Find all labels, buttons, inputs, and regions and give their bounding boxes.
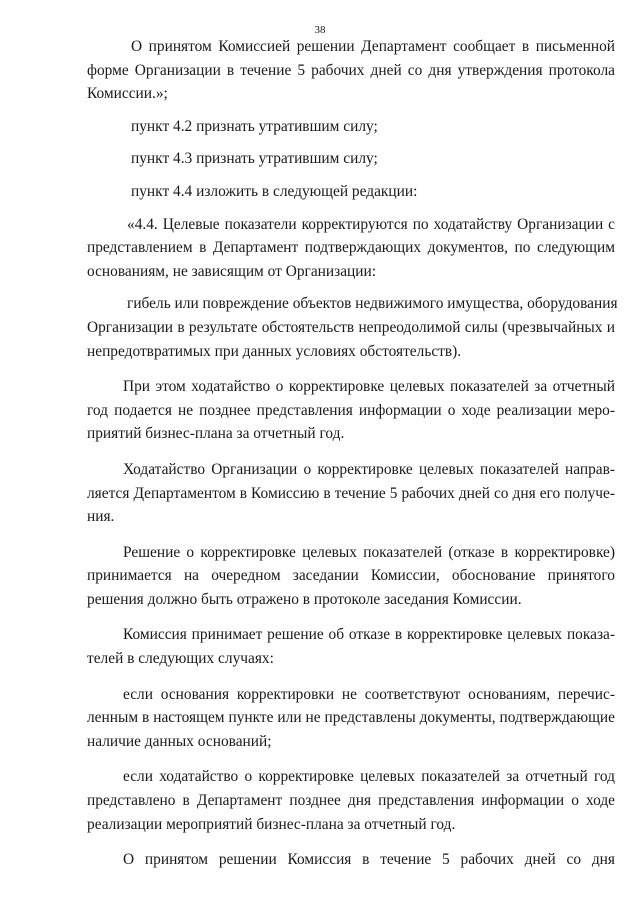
text-line: год подается не позднее представления информации о ходе реализации меро-: [87, 401, 615, 419]
paragraph-commission-notice: [87, 35, 615, 106]
text-line: О принятом Комиссией решении Департамент сообщает в письменной: [131, 38, 615, 55]
text-line: решения должно быть отражено в протоколе заседания Комиссии.: [87, 590, 522, 608]
text-line: Комиссия принимает решение об отказе в корректировке целевых показа-: [123, 626, 615, 644]
text-line: если ходатайство о корректировке целевых показателей за отчетный год: [123, 768, 615, 786]
paragraph-refusal-case-2: [87, 765, 615, 836]
paragraph-item-4-2: [87, 115, 615, 139]
text-line: «4.4. Целевые показатели корректируются по ходатайству Организации с: [127, 215, 615, 233]
text-line: представлением в Департамент подтверждающих документов, по следующим: [87, 239, 615, 257]
text-line: основаниям, не зависящим от Организации:: [87, 262, 377, 280]
document-body: [87, 35, 618, 872]
paragraph-refusal-case-1: [87, 683, 615, 754]
paragraph-item-4-4: [87, 180, 615, 204]
text-line: Организации в результате обстоятельств непреодолимой силы (чрезвычайных и: [87, 318, 615, 336]
text-line: форме Организации в течение 5 рабочих дней со дня утверждения протокола: [87, 61, 615, 79]
text-line: наличие данных оснований;: [87, 732, 272, 750]
paragraph-decision: [87, 541, 615, 612]
paragraph-refusal-cases: [87, 623, 615, 670]
paragraph-commission-decision-notice: [87, 848, 615, 872]
text-line: принимается на очередном заседании Комиссии, обоснование принятого: [87, 567, 615, 585]
text-line: непредотвратимых при данных условиях обстоятельств).: [87, 342, 462, 360]
text-line: ляется Департаментом в Комиссию в течение 5 рабочих дней со дня его получе-: [87, 484, 615, 502]
text-line: Комиссии.»;: [87, 85, 168, 103]
text-line: Ходатайство Организации о корректировке целевых показателей направ-: [123, 460, 615, 478]
text-line: ленным в настоящем пункте или не представлены документы, подтверждающие: [87, 709, 615, 727]
paragraph-target-indicators: [87, 213, 615, 284]
text-line: если основания корректировки не соответствуют основаниям, перечис-: [123, 685, 615, 703]
paragraph-force-majeure: [87, 292, 618, 363]
text-line: При этом ходатайство о корректировке целевых показателей за отчетный: [123, 378, 615, 396]
paragraph-item-4-3: [87, 147, 615, 171]
page-number: 38: [314, 24, 326, 36]
text-line: пункт 4.2 признать утратившим силу;: [131, 117, 378, 135]
text-line: пункт 4.3 признать утратившим силу;: [131, 150, 378, 168]
text-line: гибель или повреждение объектов недвижимого имущества, оборудования: [127, 295, 618, 313]
text-line: представлено в Департамент позднее дня представления информации о ходе: [87, 792, 615, 810]
paragraph-petition-deadline: [87, 375, 615, 446]
text-line: О принятом решении Комиссия в течение 5 рабочих дней со дня: [123, 851, 615, 869]
text-line: пункт 4.4 изложить в следующей редакции:: [131, 182, 418, 200]
text-line: ния.: [87, 508, 115, 526]
text-line: приятий бизнес-плана за отчетный год.: [87, 425, 345, 443]
text-line: реализации мероприятий бизнес-плана за отчетный год.: [87, 815, 456, 833]
paragraph-petition-forwarding: [87, 458, 615, 529]
text-line: телей в следующих случаях:: [87, 650, 274, 668]
text-line: Решение о корректировке целевых показателей (отказе в корректировке): [123, 543, 615, 561]
